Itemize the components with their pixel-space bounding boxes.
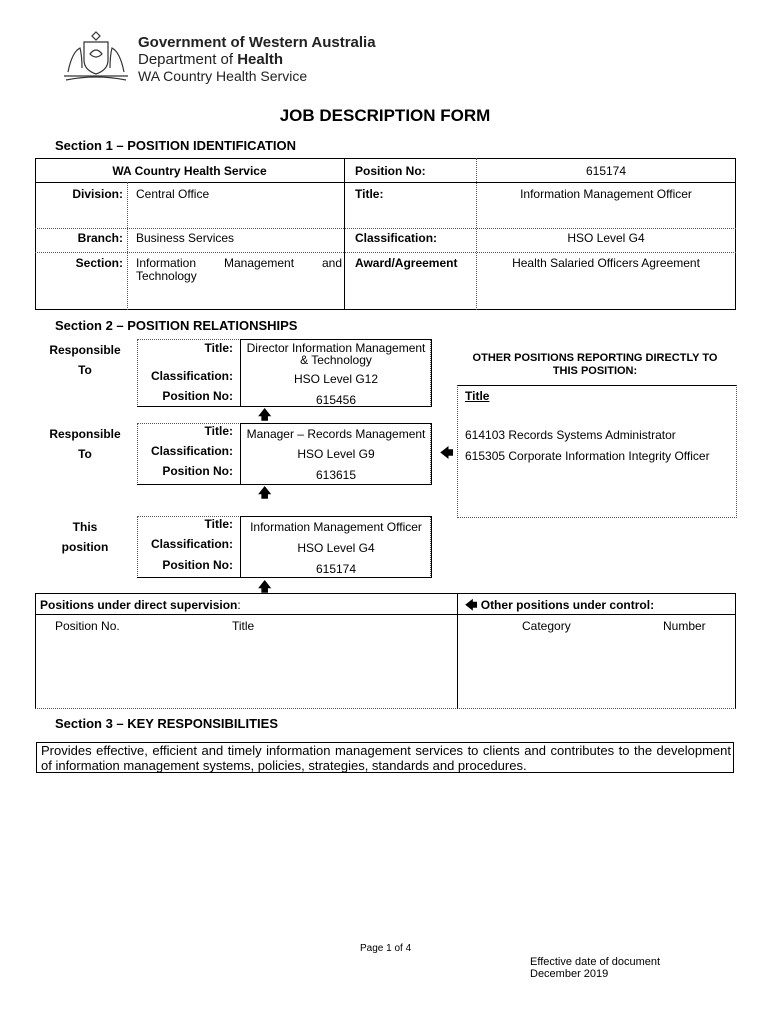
box1-position-no: 615456 (315, 393, 357, 407)
section-value-line1: Information Management and (136, 256, 342, 270)
arrow-up-icon: 🡅 (258, 485, 272, 500)
to-label-2: To (78, 447, 92, 461)
arrow-up-icon: 🡅 (258, 407, 272, 422)
award-label: Award/Agreement (355, 256, 458, 270)
section2-heading: Section 2 – POSITION RELATIONSHIPS (55, 318, 298, 333)
effective-date-value: December 2019 (530, 968, 609, 980)
col-number: Number (663, 619, 706, 633)
box3-classification-label: Classification: (150, 537, 233, 551)
section-value-line2: Technology (136, 269, 197, 283)
division-label: Division: (72, 187, 123, 201)
box1-title-label: Title: (204, 341, 233, 355)
box2-position-no: 613615 (315, 468, 357, 482)
other-positions-heading-line1: OTHER POSITIONS REPORTING DIRECTLY TO (472, 352, 718, 364)
award-value: Health Salaried Officers Agreement (512, 256, 700, 270)
branch-value: Business Services (136, 231, 235, 245)
gov-line: Government of Western Australia (138, 34, 376, 51)
position-no-value: 615174 (585, 164, 627, 178)
this-label: This (72, 520, 98, 534)
under-supervision-text: Positions under direct supervision (40, 598, 238, 612)
section3-heading: Section 3 – KEY RESPONSIBILITIES (55, 716, 278, 731)
under-supervision-label (40, 598, 241, 612)
box1-classification: HSO Level G12 (293, 372, 379, 386)
section-label: Section: (75, 256, 123, 270)
dept-prefix: Department of (138, 51, 238, 68)
other-positions-heading-line2: THIS POSITION: (552, 365, 638, 377)
box1-title-line1: Director Information Management (246, 341, 426, 355)
box2-title-label: Title: (204, 424, 233, 438)
page-title: JOB DESCRIPTION FORM (279, 106, 491, 125)
dept-line (138, 51, 283, 68)
division-value: Central Office (136, 187, 210, 201)
arrow-left-icon: 🡄 (440, 445, 454, 460)
box2-classification: HSO Level G9 (297, 447, 375, 461)
classification-label: Classification: (355, 231, 438, 245)
under-supervision-colon: : (237, 598, 241, 612)
box2-title: Manager – Records Management (246, 427, 426, 441)
key-responsibilities-text: Provides effective, efficient and timely information management services to clients and contributes to the development of information management systems, policies, strategies, standards and procedures. (41, 743, 731, 773)
wa-coat-of-arms-icon (62, 28, 130, 84)
box1-classification-label: Classification: (150, 369, 233, 383)
dept-name: Health (237, 51, 284, 68)
title-label: Title: (355, 187, 384, 201)
responsible-label-1: Responsible (49, 343, 121, 357)
effective-date-label: Effective date of document (530, 956, 661, 968)
box3-classification: HSO Level G4 (297, 541, 375, 555)
other-control-label: 🡄 Other positions under control: (465, 598, 655, 612)
box1-title-line2: & Technology (300, 353, 372, 367)
box3-title: Information Management Officer (250, 520, 422, 534)
box3-position-no-label: Position No: (162, 558, 233, 572)
position-no-label: Position No: (355, 164, 426, 178)
org-name: WA Country Health Service (112, 164, 267, 178)
responsible-label-2: Responsible (49, 427, 121, 441)
col-category: Category (522, 619, 571, 633)
other-positions-title-label: Title (465, 389, 490, 403)
to-label-1: To (78, 363, 92, 377)
classification-value: HSO Level G4 (567, 231, 645, 245)
box1-position-no-label: Position No: (162, 389, 233, 403)
box3-position-no: 615174 (315, 562, 357, 576)
box2-position-no-label: Position No: (162, 464, 233, 478)
other-position-item: 614103 Records Systems Administrator (465, 428, 676, 442)
position-label: position (61, 540, 109, 554)
col-position-no: Position No. (55, 619, 120, 633)
title-value: Information Management Officer (520, 187, 692, 201)
arrow-up-icon: 🡅 (258, 579, 272, 594)
service-line: WA Country Health Service (138, 68, 308, 84)
other-position-item: 615305 Corporate Information Integrity Officer (465, 449, 710, 463)
box3-title-label: Title: (204, 517, 233, 531)
branch-label: Branch: (77, 231, 123, 245)
col-title: Title (232, 619, 255, 633)
section1-heading: Section 1 – POSITION IDENTIFICATION (55, 138, 297, 153)
page-number: Page 1 of 4 (360, 943, 412, 954)
box2-classification-label: Classification: (150, 444, 233, 458)
